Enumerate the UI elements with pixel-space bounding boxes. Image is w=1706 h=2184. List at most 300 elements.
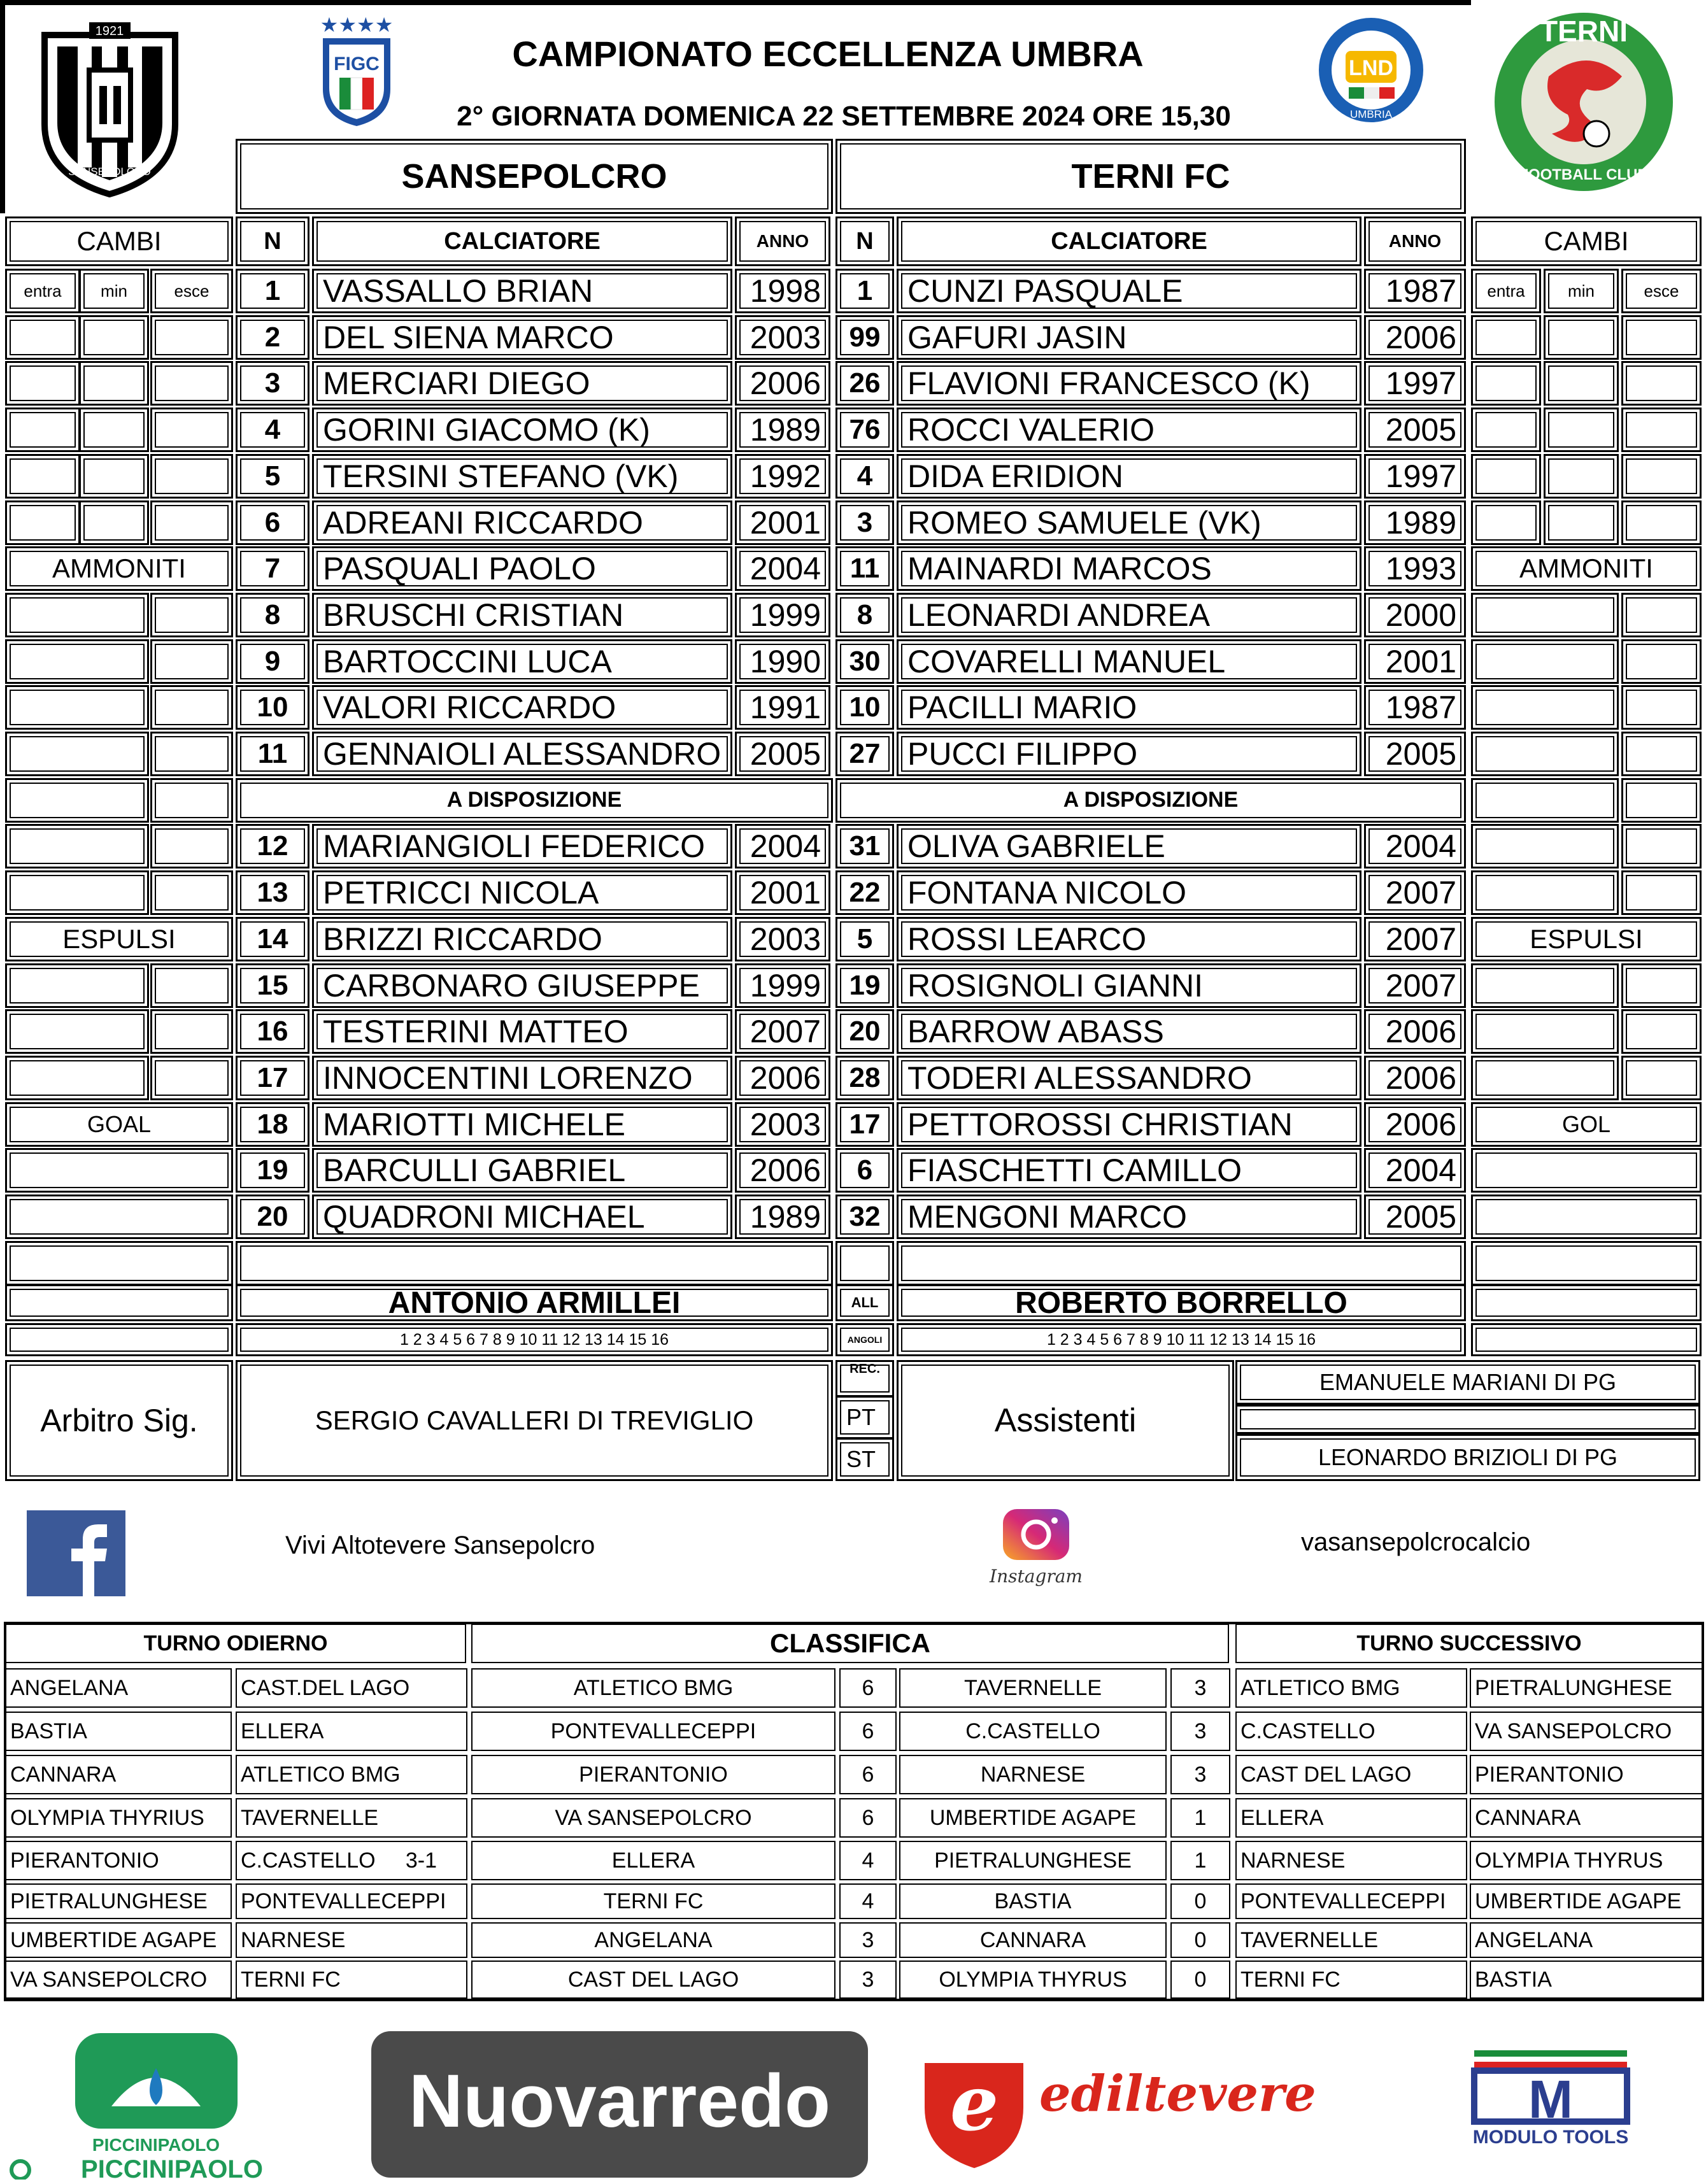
card-player-cell[interactable] (1471, 1009, 1619, 1054)
home-player-year: 2001 (735, 870, 830, 915)
standings-team: CANNARA (899, 1922, 1167, 1958)
home-player-number: 17 (236, 1056, 309, 1100)
away-team-name: TERNI FC (835, 139, 1466, 214)
home-player-year: 2004 (735, 824, 830, 869)
away-player-year: 2007 (1364, 963, 1466, 1008)
home-player-number: 19 (236, 1148, 309, 1193)
sub-minute-cell[interactable] (1544, 315, 1619, 360)
card-player-cell[interactable] (5, 963, 149, 1008)
home-player-number: 16 (236, 1009, 309, 1054)
sub-minute-cell[interactable] (79, 408, 149, 452)
cambi-header-away: CAMBI (1471, 216, 1702, 266)
blank-cell (5, 1323, 233, 1356)
sponsor-modulo-tools-logo (1461, 2049, 1640, 2151)
card-player-cell[interactable] (1471, 778, 1619, 823)
sub-in-cell[interactable] (5, 500, 80, 545)
sub-in-cell[interactable] (1471, 454, 1541, 499)
today-home: VA SANSEPOLCRO (5, 1961, 232, 1999)
standings-points: 1 (1170, 1798, 1230, 1838)
card-minute-cell[interactable] (1621, 778, 1702, 823)
home-player-name: BRIZZI RICCARDO (312, 917, 732, 961)
col-player-header-home: CALCIATORE (312, 216, 732, 266)
home-player-number: 8 (236, 593, 309, 637)
card-player-cell[interactable] (1471, 685, 1619, 730)
next-home: C.CASTELLO (1235, 1712, 1467, 1751)
blank-cell (835, 1241, 894, 1286)
sponsor-piccinipaolo-logo (6, 2030, 312, 2180)
home-player-number: 5 (236, 454, 309, 499)
blank-cell (897, 1241, 1466, 1286)
svg-text:PICCINIPAOLO: PICCINIPAOLO (92, 2135, 220, 2155)
standings-points: 0 (1170, 1883, 1230, 1919)
next-home: PONTEVALLECEPPI (1235, 1883, 1467, 1919)
standings-team: BASTIA (899, 1883, 1167, 1919)
standings-points: 6 (839, 1798, 897, 1838)
goal-scorer-cell[interactable] (5, 1195, 233, 1239)
lnd-logo (1311, 16, 1432, 124)
matchday-subtitle: 2° GIORNATA DOMENICA 22 SETTEMBRE 2024 ORE 15,30 (457, 101, 1231, 132)
svg-text:e: e (949, 2059, 999, 2148)
away-player-number: 8 (835, 593, 894, 637)
coach-label: ALL (835, 1284, 894, 1321)
today-home: BASTIA (5, 1712, 232, 1751)
home-player-number: 3 (236, 361, 309, 406)
home-player-name: BRUSCHI CRISTIAN (312, 593, 732, 637)
card-minute-cell[interactable] (1621, 1056, 1702, 1100)
home-player-name: PASQUALI PAOLO (312, 546, 732, 591)
away-player-name: FONTANA NICOLO (897, 870, 1361, 915)
svg-text:PICCINIPAOLO: PICCINIPAOLO (81, 2155, 263, 2180)
next-away: ANGELANA (1470, 1922, 1703, 1958)
away-player-year: 1987 (1364, 685, 1466, 730)
sub-out-cell[interactable] (150, 408, 233, 452)
sub-out-cell[interactable] (1621, 408, 1702, 452)
away-player-name: TODERI ALESSANDRO (897, 1056, 1361, 1100)
sub-out-cell[interactable] (150, 361, 233, 406)
away-player-year: 1987 (1364, 269, 1466, 313)
card-player-cell[interactable] (5, 732, 149, 776)
away-player-year: 1989 (1364, 500, 1466, 545)
standings-points: 6 (839, 1755, 897, 1794)
standings-points: 4 (839, 1883, 897, 1919)
home-player-name: MARIANGIOLI FEDERICO (312, 824, 732, 869)
col-n-header-away: N (835, 216, 894, 266)
card-player-cell[interactable] (5, 1009, 149, 1054)
home-player-name: GORINI GIACOMO (K) (312, 408, 732, 452)
standings-points: 3 (1170, 1712, 1230, 1751)
today-home: UMBERTIDE AGAPE (5, 1922, 232, 1958)
card-minute-cell[interactable] (150, 639, 233, 684)
home-player-number: 14 (236, 917, 309, 961)
standings-team: VA SANSEPOLCRO (471, 1798, 835, 1838)
home-player-year: 1999 (735, 963, 830, 1008)
home-player-year: 1989 (735, 408, 830, 452)
home-corners[interactable]: 1 2 3 4 5 6 7 8 9 10 11 12 13 14 15 16 (236, 1323, 833, 1356)
home-player-year: 1992 (735, 454, 830, 499)
card-player-cell[interactable] (1471, 593, 1619, 637)
home-player-name: TERSINI STEFANO (VK) (312, 454, 732, 499)
section-label: AMMONITI (1471, 546, 1702, 591)
sub-in-cell[interactable] (1471, 315, 1541, 360)
instagram-handle: vasansepolcrocalcio (1301, 1528, 1531, 1556)
away-player-year: 2007 (1364, 870, 1466, 915)
card-minute-cell[interactable] (1621, 732, 1702, 776)
col-player-header-away: CALCIATORE (897, 216, 1361, 266)
today-home: CANNARA (5, 1755, 232, 1794)
away-player-name: PETTOROSSI CHRISTIAN (897, 1102, 1361, 1147)
blank-cell (1235, 1405, 1700, 1434)
sub-out-cell[interactable] (150, 315, 233, 360)
away-player-year: 1993 (1364, 546, 1466, 591)
standings-points: 3 (1170, 1668, 1230, 1708)
today-away: C.CASTELLO 3-1 (236, 1841, 467, 1880)
standings-team: ATLETICO BMG (471, 1668, 835, 1708)
away-player-name: LEONARDI ANDREA (897, 593, 1361, 637)
card-player-cell[interactable] (1471, 963, 1619, 1008)
today-away: ATLETICO BMG (236, 1755, 467, 1794)
facebook-icon (27, 1510, 125, 1596)
away-player-name: PUCCI FILIPPO (897, 732, 1361, 776)
card-minute-cell[interactable] (1621, 685, 1702, 730)
svg-text:1921: 1921 (95, 24, 124, 38)
home-player-name: MERCIARI DIEGO (312, 361, 732, 406)
sub-minute-header: min (1544, 269, 1619, 313)
away-player-number: 27 (835, 732, 894, 776)
card-player-cell[interactable] (5, 778, 149, 823)
sub-minute-cell[interactable] (1544, 408, 1619, 452)
next-home: ATLETICO BMG (1235, 1668, 1467, 1708)
standings-team: NARNESE (899, 1755, 1167, 1794)
away-player-name: FIASCHETTI CAMILLO (897, 1148, 1361, 1193)
today-home: OLYMPIA THYRIUS (5, 1798, 232, 1838)
sub-minute-cell[interactable] (1544, 361, 1619, 406)
next-home: TERNI FC (1235, 1961, 1467, 1999)
away-player-number: 11 (835, 546, 894, 591)
home-player-year: 2003 (735, 1102, 830, 1147)
card-player-cell[interactable] (1471, 639, 1619, 684)
today-away: TAVERNELLE (236, 1798, 467, 1838)
away-corners[interactable]: 1 2 3 4 5 6 7 8 9 10 11 12 13 14 15 16 (897, 1323, 1466, 1356)
today-home: PIETRALUNGHESE (5, 1883, 232, 1919)
home-player-name: TESTERINI MATTEO (312, 1009, 732, 1054)
next-home: NARNESE (1235, 1841, 1467, 1880)
home-player-number: 15 (236, 963, 309, 1008)
away-player-number: 31 (835, 824, 894, 869)
home-player-year: 2003 (735, 917, 830, 961)
home-player-number: 2 (236, 315, 309, 360)
card-player-cell[interactable] (1471, 1056, 1619, 1100)
card-minute-cell[interactable] (150, 685, 233, 730)
blank-cell (236, 1241, 833, 1286)
home-player-year: 2005 (735, 732, 830, 776)
col-year-header-away: ANNO (1364, 216, 1466, 266)
today-away: TERNI FC (236, 1961, 467, 1999)
home-player-year: 2003 (735, 315, 830, 360)
sub-in-cell[interactable] (1471, 361, 1541, 406)
referee-name: SERGIO CAVALLERI DI TREVIGLIO (236, 1360, 833, 1481)
svg-text:Instagram: Instagram (990, 1566, 1083, 1587)
home-player-year: 2006 (735, 361, 830, 406)
away-player-year: 2004 (1364, 824, 1466, 869)
svg-text:MODULO TOOLS: MODULO TOOLS (1472, 2127, 1629, 2148)
standings-points: 0 (1170, 1922, 1230, 1958)
away-player-name: FLAVIONI FRANCESCO (K) (897, 361, 1361, 406)
today-title: TURNO ODIERNO (5, 1624, 466, 1663)
card-minute-cell[interactable] (1621, 639, 1702, 684)
standings-team: UMBERTIDE AGAPE (899, 1798, 1167, 1838)
sub-in-cell[interactable] (1471, 500, 1541, 545)
card-minute-cell[interactable] (1621, 824, 1702, 869)
sponsor-ediltevere-logo (918, 2044, 1326, 2171)
away-player-name: BARROW ABASS (897, 1009, 1361, 1054)
standings-points: 3 (839, 1922, 897, 1958)
championship-title: CAMPIONATO ECCELLENZA UMBRA (512, 34, 1144, 74)
away-player-number: 28 (835, 1056, 894, 1100)
standings-team: PIETRALUNGHESE (899, 1841, 1167, 1880)
sub-minute-cell[interactable] (1544, 454, 1619, 499)
card-minute-cell[interactable] (1621, 963, 1702, 1008)
sub-in-header: entra (5, 269, 80, 313)
standings-team: ELLERA (471, 1841, 835, 1880)
away-player-number: 22 (835, 870, 894, 915)
card-minute-cell[interactable] (150, 1009, 233, 1054)
home-player-number: 12 (236, 824, 309, 869)
blank-cell (5, 1241, 233, 1286)
next-away: BASTIA (1470, 1961, 1703, 1999)
home-player-name: CARBONARO GIUSEPPE (312, 963, 732, 1008)
away-player-name: COVARELLI MANUEL (897, 639, 1361, 684)
facebook-page: Vivi Altotevere Sansepolcro (285, 1531, 595, 1559)
goal-label: GOL (1471, 1102, 1702, 1147)
card-minute-cell[interactable] (150, 963, 233, 1008)
standings-team: ANGELANA (471, 1922, 835, 1958)
today-home: ANGELANA (5, 1668, 232, 1708)
sub-in-cell[interactable] (5, 454, 80, 499)
card-minute-cell[interactable] (150, 870, 233, 915)
away-player-year: 2004 (1364, 1148, 1466, 1193)
away-player-year: 2000 (1364, 593, 1466, 637)
next-away: OLYMPIA THYRUS (1470, 1841, 1703, 1880)
away-player-name: MAINARDI MARCOS (897, 546, 1361, 591)
away-player-name: ROMEO SAMUELE (VK) (897, 500, 1361, 545)
card-player-cell[interactable] (5, 593, 149, 637)
home-team-name: SANSEPOLCRO (236, 139, 833, 214)
home-player-name: QUADRONI MICHAEL (312, 1195, 732, 1239)
card-minute-cell[interactable] (150, 824, 233, 869)
away-player-number: 5 (835, 917, 894, 961)
today-home: PIERANTONIO (5, 1841, 232, 1880)
away-player-year: 1997 (1364, 454, 1466, 499)
home-player-name: ADREANI RICCARDO (312, 500, 732, 545)
card-player-cell[interactable] (5, 870, 149, 915)
away-player-number: 76 (835, 408, 894, 452)
away-player-name: OLIVA GABRIELE (897, 824, 1361, 869)
today-away: PONTEVALLECEPPI (236, 1883, 467, 1919)
standings-team: TAVERNELLE (899, 1668, 1167, 1708)
sub-minute-cell[interactable] (79, 361, 149, 406)
sub-in-cell[interactable] (5, 408, 80, 452)
standings-points: 3 (1170, 1755, 1230, 1794)
today-away: ELLERA (236, 1712, 467, 1751)
svg-text:FIGC: FIGC (334, 53, 380, 74)
card-player-cell[interactable] (1471, 732, 1619, 776)
standings-team: TERNI FC (471, 1883, 835, 1919)
standings-team: PIERANTONIO (471, 1755, 835, 1794)
away-player-name: ROCCI VALERIO (897, 408, 1361, 452)
away-player-number: 1 (835, 269, 894, 313)
col-year-header-home: ANNO (735, 216, 830, 266)
card-player-cell[interactable] (1471, 870, 1619, 915)
card-minute-cell[interactable] (150, 778, 233, 823)
next-home: CAST DEL LAGO (1235, 1755, 1467, 1794)
sub-in-cell[interactable] (1471, 408, 1541, 452)
home-player-number: 7 (236, 546, 309, 591)
next-away: PIERANTONIO (1470, 1755, 1703, 1794)
standings-points: 3 (839, 1961, 897, 1999)
standings-points: 4 (839, 1841, 897, 1880)
sub-out-cell[interactable] (1621, 454, 1702, 499)
sub-in-header: entra (1471, 269, 1541, 313)
away-player-number: 20 (835, 1009, 894, 1054)
away-player-name: GAFURI JASIN (897, 315, 1361, 360)
goal-scorer-cell[interactable] (5, 1148, 233, 1193)
section-label: ESPULSI (1471, 917, 1702, 961)
home-player-name: PETRICCI NICOLA (312, 870, 732, 915)
sub-out-cell[interactable] (1621, 361, 1702, 406)
standings-points: 6 (839, 1668, 897, 1708)
away-player-number: 4 (835, 454, 894, 499)
away-player-year: 2006 (1364, 1009, 1466, 1054)
card-player-cell[interactable] (1471, 824, 1619, 869)
home-player-year: 1991 (735, 685, 830, 730)
section-label: AMMONITI (5, 546, 233, 591)
away-player-name: PACILLI MARIO (897, 685, 1361, 730)
svg-text:FOOTBALL CLUB: FOOTBALL CLUB (1519, 166, 1649, 183)
away-player-number: 26 (835, 361, 894, 406)
goal-label: GOAL (5, 1102, 233, 1147)
instagram-icon (981, 1509, 1092, 1589)
away-player-year: 2006 (1364, 315, 1466, 360)
sub-minute-cell[interactable] (1544, 500, 1619, 545)
away-player-year: 2005 (1364, 732, 1466, 776)
terni-fc-crest (1491, 6, 1676, 197)
away-player-year: 2006 (1364, 1102, 1466, 1147)
blank-cell (1471, 1323, 1702, 1356)
standings-team: OLYMPIA THYRUS (899, 1961, 1167, 1999)
card-player-cell[interactable] (5, 824, 149, 869)
next-away: PIETRALUNGHESE (1470, 1668, 1703, 1708)
assistant-1: EMANUELE MARIANI DI PG (1235, 1360, 1700, 1405)
card-minute-cell[interactable] (1621, 593, 1702, 637)
svg-text:★★★★: ★★★★ (320, 13, 394, 36)
standings-points: 6 (839, 1712, 897, 1751)
second-half-label: ST (835, 1438, 894, 1481)
away-player-name: DIDA ERIDION (897, 454, 1361, 499)
away-player-year: 2005 (1364, 408, 1466, 452)
first-half-label: PT (835, 1396, 894, 1439)
away-coach: ROBERTO BORRELLO (897, 1284, 1466, 1321)
sansepolcro-crest (38, 16, 181, 197)
col-n-header-home: N (236, 216, 309, 266)
home-player-year: 1999 (735, 593, 830, 637)
next-away: CANNARA (1470, 1798, 1703, 1838)
section-label: ESPULSI (5, 917, 233, 961)
card-minute-cell[interactable] (1621, 1009, 1702, 1054)
sub-minute-cell[interactable] (79, 500, 149, 545)
away-player-year: 2005 (1364, 1195, 1466, 1239)
home-player-number: 13 (236, 870, 309, 915)
sub-out-cell[interactable] (1621, 500, 1702, 545)
away-player-name: MENGONI MARCO (897, 1195, 1361, 1239)
svg-text:SANSEPOLCRO: SANSEPOLCRO (68, 166, 151, 178)
card-minute-cell[interactable] (150, 1056, 233, 1100)
goal-scorer-cell[interactable] (1471, 1148, 1702, 1193)
standings-points: 1 (1170, 1841, 1230, 1880)
home-player-number: 6 (236, 500, 309, 545)
away-player-number: 32 (835, 1195, 894, 1239)
next-away: UMBERTIDE AGAPE (1470, 1883, 1703, 1919)
home-player-year: 2006 (735, 1056, 830, 1100)
today-away: CAST.DEL LAGO (236, 1668, 467, 1708)
sub-in-cell[interactable] (5, 315, 80, 360)
home-player-number: 20 (236, 1195, 309, 1239)
home-player-number: 9 (236, 639, 309, 684)
home-player-name: DEL SIENA MARCO (312, 315, 732, 360)
away-player-name: CUNZI PASQUALE (897, 269, 1361, 313)
blank-cell (1471, 1284, 1702, 1321)
card-player-cell[interactable] (5, 1056, 149, 1100)
sub-minute-cell[interactable] (79, 454, 149, 499)
today-away: NARNESE (236, 1922, 467, 1958)
home-player-name: BARCULLI GABRIEL (312, 1148, 732, 1193)
sub-minute-header: min (79, 269, 149, 313)
sponsor-nuovarredo-logo (371, 2031, 868, 2178)
home-player-year: 1990 (735, 639, 830, 684)
goal-scorer-cell[interactable] (1471, 1195, 1702, 1239)
card-minute-cell[interactable] (150, 593, 233, 637)
away-player-number: 3 (835, 500, 894, 545)
blank-cell (5, 1284, 233, 1321)
sub-out-cell[interactable] (150, 454, 233, 499)
away-player-year: 2001 (1364, 639, 1466, 684)
sub-minute-cell[interactable] (79, 315, 149, 360)
assistant-2: LEONARDO BRIZIOLI DI PG (1235, 1434, 1700, 1481)
home-player-name: VALORI RICCARDO (312, 685, 732, 730)
away-player-number: 10 (835, 685, 894, 730)
card-minute-cell[interactable] (150, 732, 233, 776)
standings-title: CLASSIFICA (471, 1624, 1229, 1663)
standings-team: PONTEVALLECEPPI (471, 1712, 835, 1751)
sub-out-cell[interactable] (150, 500, 233, 545)
card-minute-cell[interactable] (1621, 870, 1702, 915)
away-player-year: 2006 (1364, 1056, 1466, 1100)
recovery-label: REC. (835, 1360, 894, 1397)
home-coach: ANTONIO ARMILLEI (236, 1284, 833, 1321)
home-player-name: GENNAIOLI ALESSANDRO (312, 732, 732, 776)
sub-out-cell[interactable] (1621, 315, 1702, 360)
assistants-label: Assistenti (897, 1360, 1234, 1481)
card-player-cell[interactable] (5, 639, 149, 684)
sub-in-cell[interactable] (5, 361, 80, 406)
away-player-year: 2007 (1364, 917, 1466, 961)
away-player-number: 17 (835, 1102, 894, 1147)
home-player-name: VASSALLO BRIAN (312, 269, 732, 313)
svg-text:Nuovarredo: Nuovarredo (408, 2059, 831, 2143)
home-player-number: 4 (236, 408, 309, 452)
home-player-year: 1998 (735, 269, 830, 313)
card-player-cell[interactable] (5, 685, 149, 730)
sub-out-header: esce (1621, 269, 1702, 313)
